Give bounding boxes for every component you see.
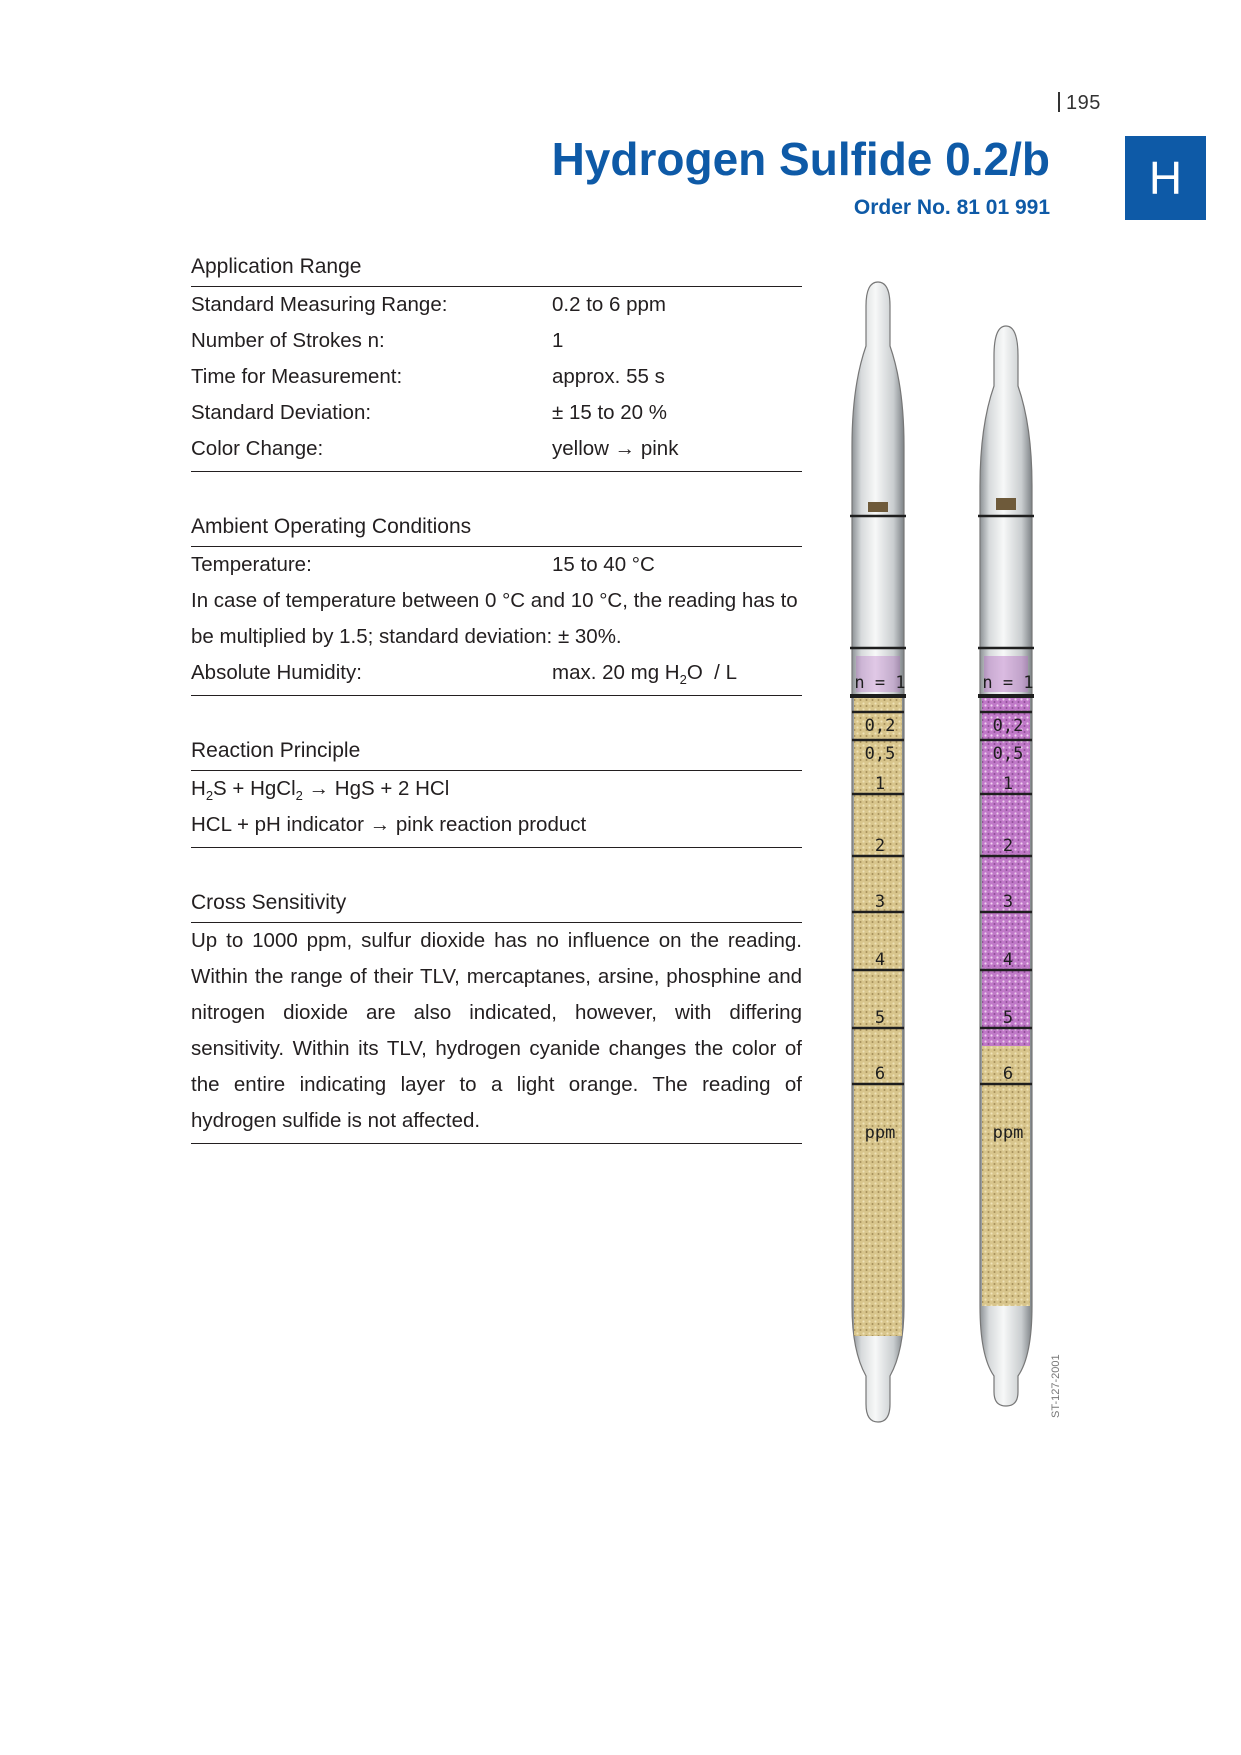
stroke-label: n = 1	[854, 673, 906, 693]
spec-row	[191, 547, 802, 583]
scale-label: 0,2	[864, 716, 896, 736]
spec-value: max. 20 mg $H_2O$ / L	[552, 661, 737, 687]
scale-label: 5	[874, 1008, 886, 1028]
photo-credit: ST-127-2001	[1050, 1354, 1062, 1418]
section-heading: Application Range	[191, 252, 802, 287]
spec-row	[191, 395, 802, 431]
ambient-conditions-section	[191, 512, 802, 696]
temperature-note: In case of temperature between 0 °C and 10 °C, the reading has to be multiplied by 1.5; standard deviation: ± 30%.	[191, 589, 798, 648]
unit-label: ppm	[992, 1123, 1024, 1143]
spec-label: Standard Deviation:	[191, 401, 372, 424]
reaction-description: HCL + pH indicator → pink reaction product	[191, 813, 587, 836]
spec-value: approx. 55 s	[552, 365, 665, 388]
section-heading: Cross Sensitivity	[191, 888, 802, 923]
unit-label: ppm	[864, 1123, 896, 1143]
spec-label: Absolute Humidity:	[191, 661, 362, 684]
page-number: 195	[1058, 92, 1101, 115]
spec-row	[191, 287, 802, 323]
scale-label: 4	[1002, 950, 1014, 970]
spec-label: Temperature:	[191, 553, 312, 576]
used-tube	[978, 326, 1034, 1406]
scale-label: 5	[1002, 1008, 1014, 1028]
spec-row	[191, 323, 802, 359]
reaction-principle-section	[191, 736, 802, 848]
cross-sensitivity-section	[191, 888, 802, 1144]
scale-label: 2	[874, 836, 886, 856]
scale-label: 6	[1002, 1064, 1014, 1084]
scale-label: 0,5	[992, 744, 1024, 764]
section-heading: Ambient Operating Conditions	[191, 512, 802, 547]
order-number: Order No. 81 01 991	[853, 196, 1050, 219]
section-tab: H	[1125, 136, 1206, 220]
spec-label: Standard Measuring Range:	[191, 293, 448, 316]
spec-row	[191, 359, 802, 395]
spec-row	[191, 431, 802, 467]
scale-label: 0,5	[864, 744, 896, 764]
scale-label: 6	[874, 1064, 886, 1084]
application-range-section	[191, 252, 802, 472]
spec-value: ± 15 to 20 %	[552, 401, 667, 424]
unused-tube	[850, 282, 906, 1422]
spec-value: 1	[552, 329, 564, 352]
page-title: Hydrogen Sulfide 0.2/b	[551, 133, 1050, 185]
scale-label: 2	[1002, 836, 1014, 856]
detector-tubes-photo	[838, 276, 1074, 1424]
spec-label: Color Change:	[191, 437, 324, 460]
spec-content	[191, 252, 802, 1184]
spec-value: 15 to 40 °C	[552, 553, 655, 576]
cross-sensitivity-text: Up to 1000 ppm, sulfur dioxide has no influence on the reading. Within the range of their TLV, mercaptanes, arsine, phosphine and nitrogen dioxide are also indicated, however, with differing sensitivity. Within its TLV, hydrogen cyanide changes the color of the entire indicating layer to a light orange. The reading of hydrogen sulfide is not affected.	[191, 929, 802, 1132]
scale-label: 0,2	[992, 716, 1024, 736]
tube-plug	[868, 502, 888, 512]
scale-label: 1	[1002, 774, 1014, 794]
spec-label: Time for Measurement:	[191, 365, 403, 388]
tube-plug	[996, 498, 1016, 510]
scale-label: 4	[874, 950, 886, 970]
scale-label: 3	[1002, 892, 1014, 912]
spec-label: Number of Strokes n:	[191, 329, 385, 352]
spec-row	[191, 655, 802, 691]
section-heading: Reaction Principle	[191, 736, 802, 771]
spec-value: 0.2 to 6 ppm	[552, 293, 666, 316]
stroke-label: n = 1	[982, 673, 1034, 693]
scale-label: 3	[874, 892, 886, 912]
spec-value: yellow → pink	[552, 437, 679, 460]
reaction-equation: $H_2S$ + HgCl$_2$ → HgS + 2 HCl	[191, 777, 450, 803]
scale-label: 1	[874, 774, 886, 794]
